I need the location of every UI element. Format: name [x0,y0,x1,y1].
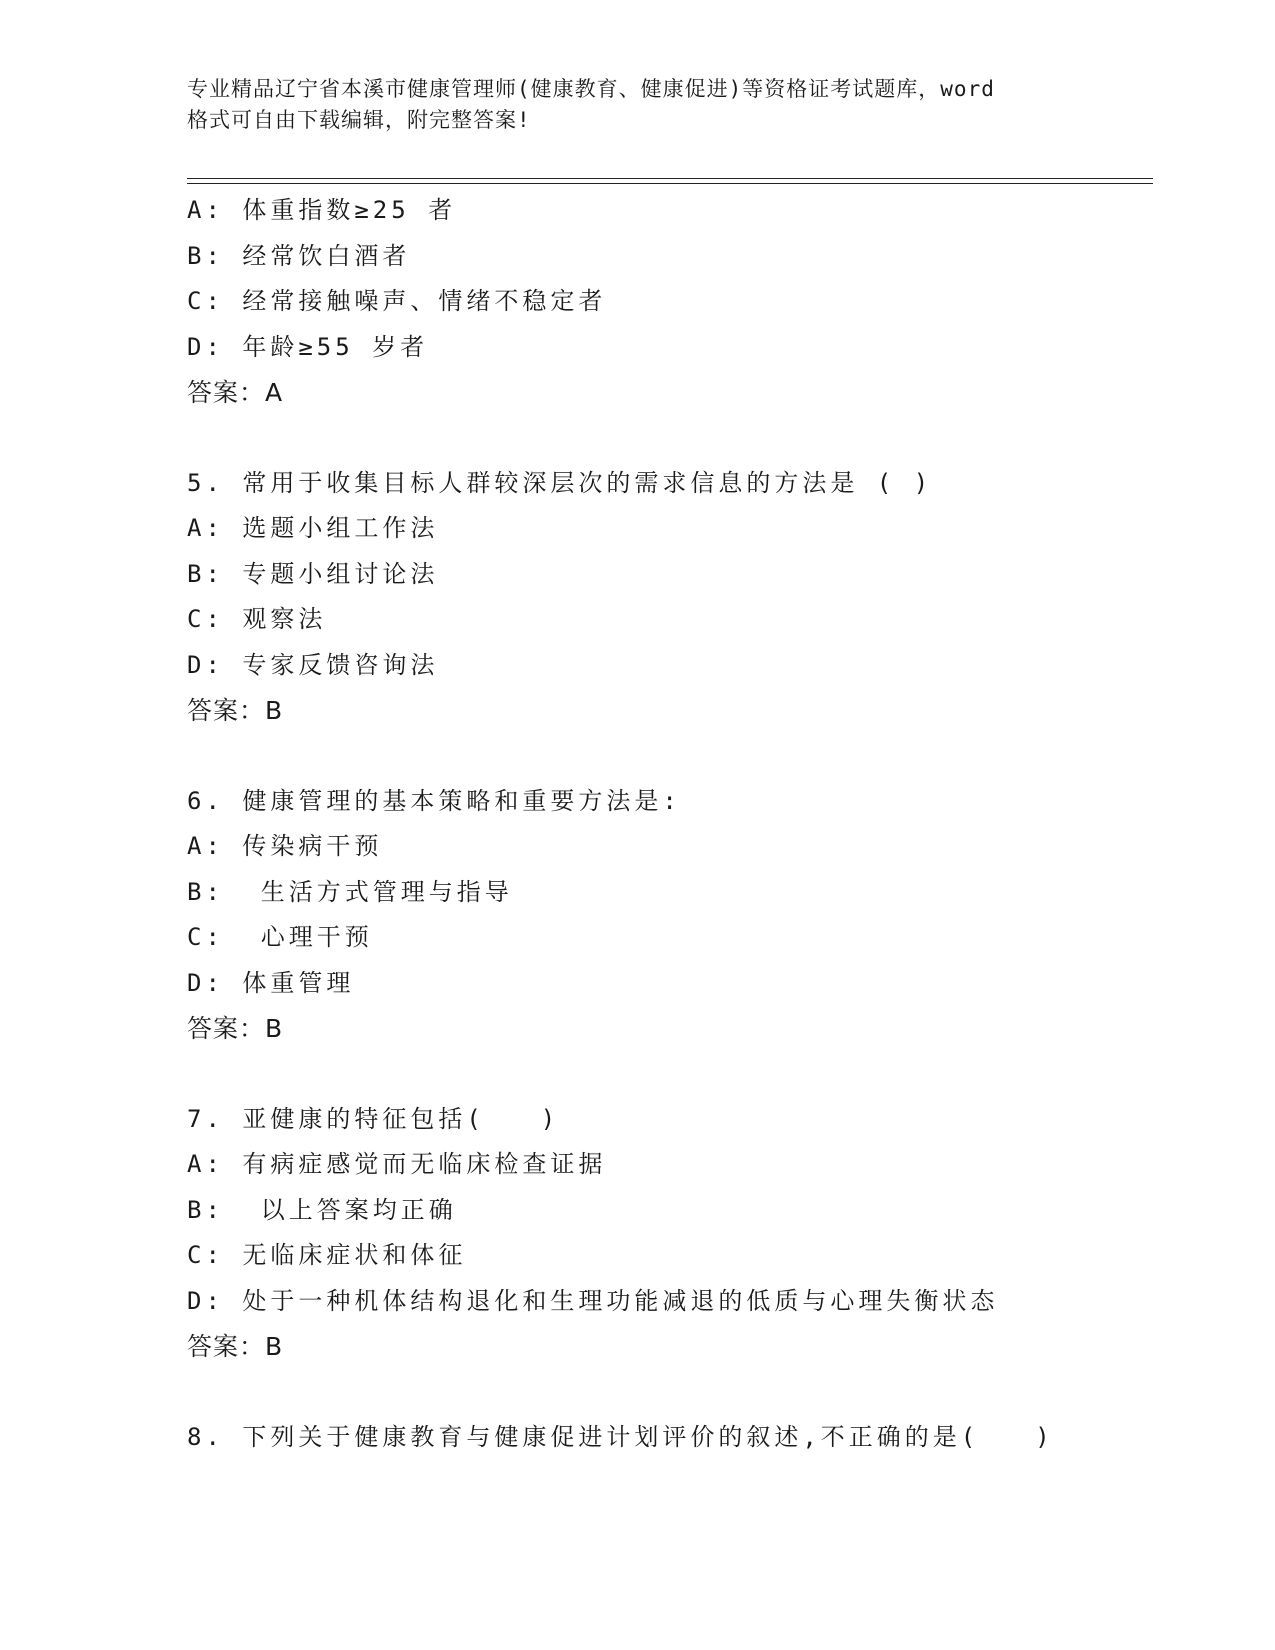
question-stem: 5. 常用于收集目标人群较深层次的需求信息的方法是 ( ) [187,468,933,497]
question-spacer [187,416,1153,461]
question-spacer [187,1370,1153,1415]
question-stem: 8. 下列关于健康教育与健康促进计划评价的叙述,不正确的是( ) [187,1422,1054,1451]
option-d: D: 专家反馈咨询法 [187,650,439,679]
document-header [187,74,1087,136]
answer: 答案：B [187,696,284,725]
option-b: B: 专题小组讨论法 [187,559,439,588]
option-c: C: 无临床症状和体征 [187,1241,467,1269]
answer: 答案：B [187,1332,284,1361]
option-b: B: 生活方式管理与指导 [187,877,513,906]
option-c: C: 经常接触噪声、情绪不稳定者 [187,287,607,315]
header-divider-top [187,178,1153,179]
question-6 [187,779,1153,1052]
option-a: A: 有病症感觉而无临床检查证据 [187,1150,607,1178]
option-c: C: 心理干预 [187,923,373,951]
answer: 答案：A [187,378,284,407]
option-a: A: 传染病干预 [187,832,383,860]
question-spacer [187,1052,1153,1097]
question-stem: 6. 健康管理的基本策略和重要方法是: [187,786,681,815]
option-c: C: 观察法 [187,605,327,633]
header-line-2: 格式可自由下载编辑，附完整答案! [187,108,531,132]
question-stem: 7. 亚健康的特征包括( ) [187,1104,560,1133]
option-a: A: 体重指数≥25 者 [187,196,457,224]
answer: 答案：B [187,1014,284,1043]
option-b: B: 经常饮白酒者 [187,241,411,270]
question-7 [187,1097,1153,1370]
question-8 [187,1415,1153,1461]
option-d: D: 体重管理 [187,968,355,997]
header-divider-bottom [187,183,1153,184]
question-5 [187,461,1153,734]
question-spacer [187,734,1153,779]
question-list [187,188,1153,1460]
option-a: A: 选题小组工作法 [187,514,439,542]
option-d: D: 处于一种机体结构退化和生理功能减退的低质与心理失衡状态 [187,1286,999,1315]
question-continued [187,188,1153,416]
header-line-1: 专业精品辽宁省本溪市健康管理师(健康教育、健康促进)等资格证考试题库，word [187,77,995,101]
option-d: D: 年龄≥55 岁者 [187,332,429,361]
option-b: B: 以上答案均正确 [187,1195,457,1224]
